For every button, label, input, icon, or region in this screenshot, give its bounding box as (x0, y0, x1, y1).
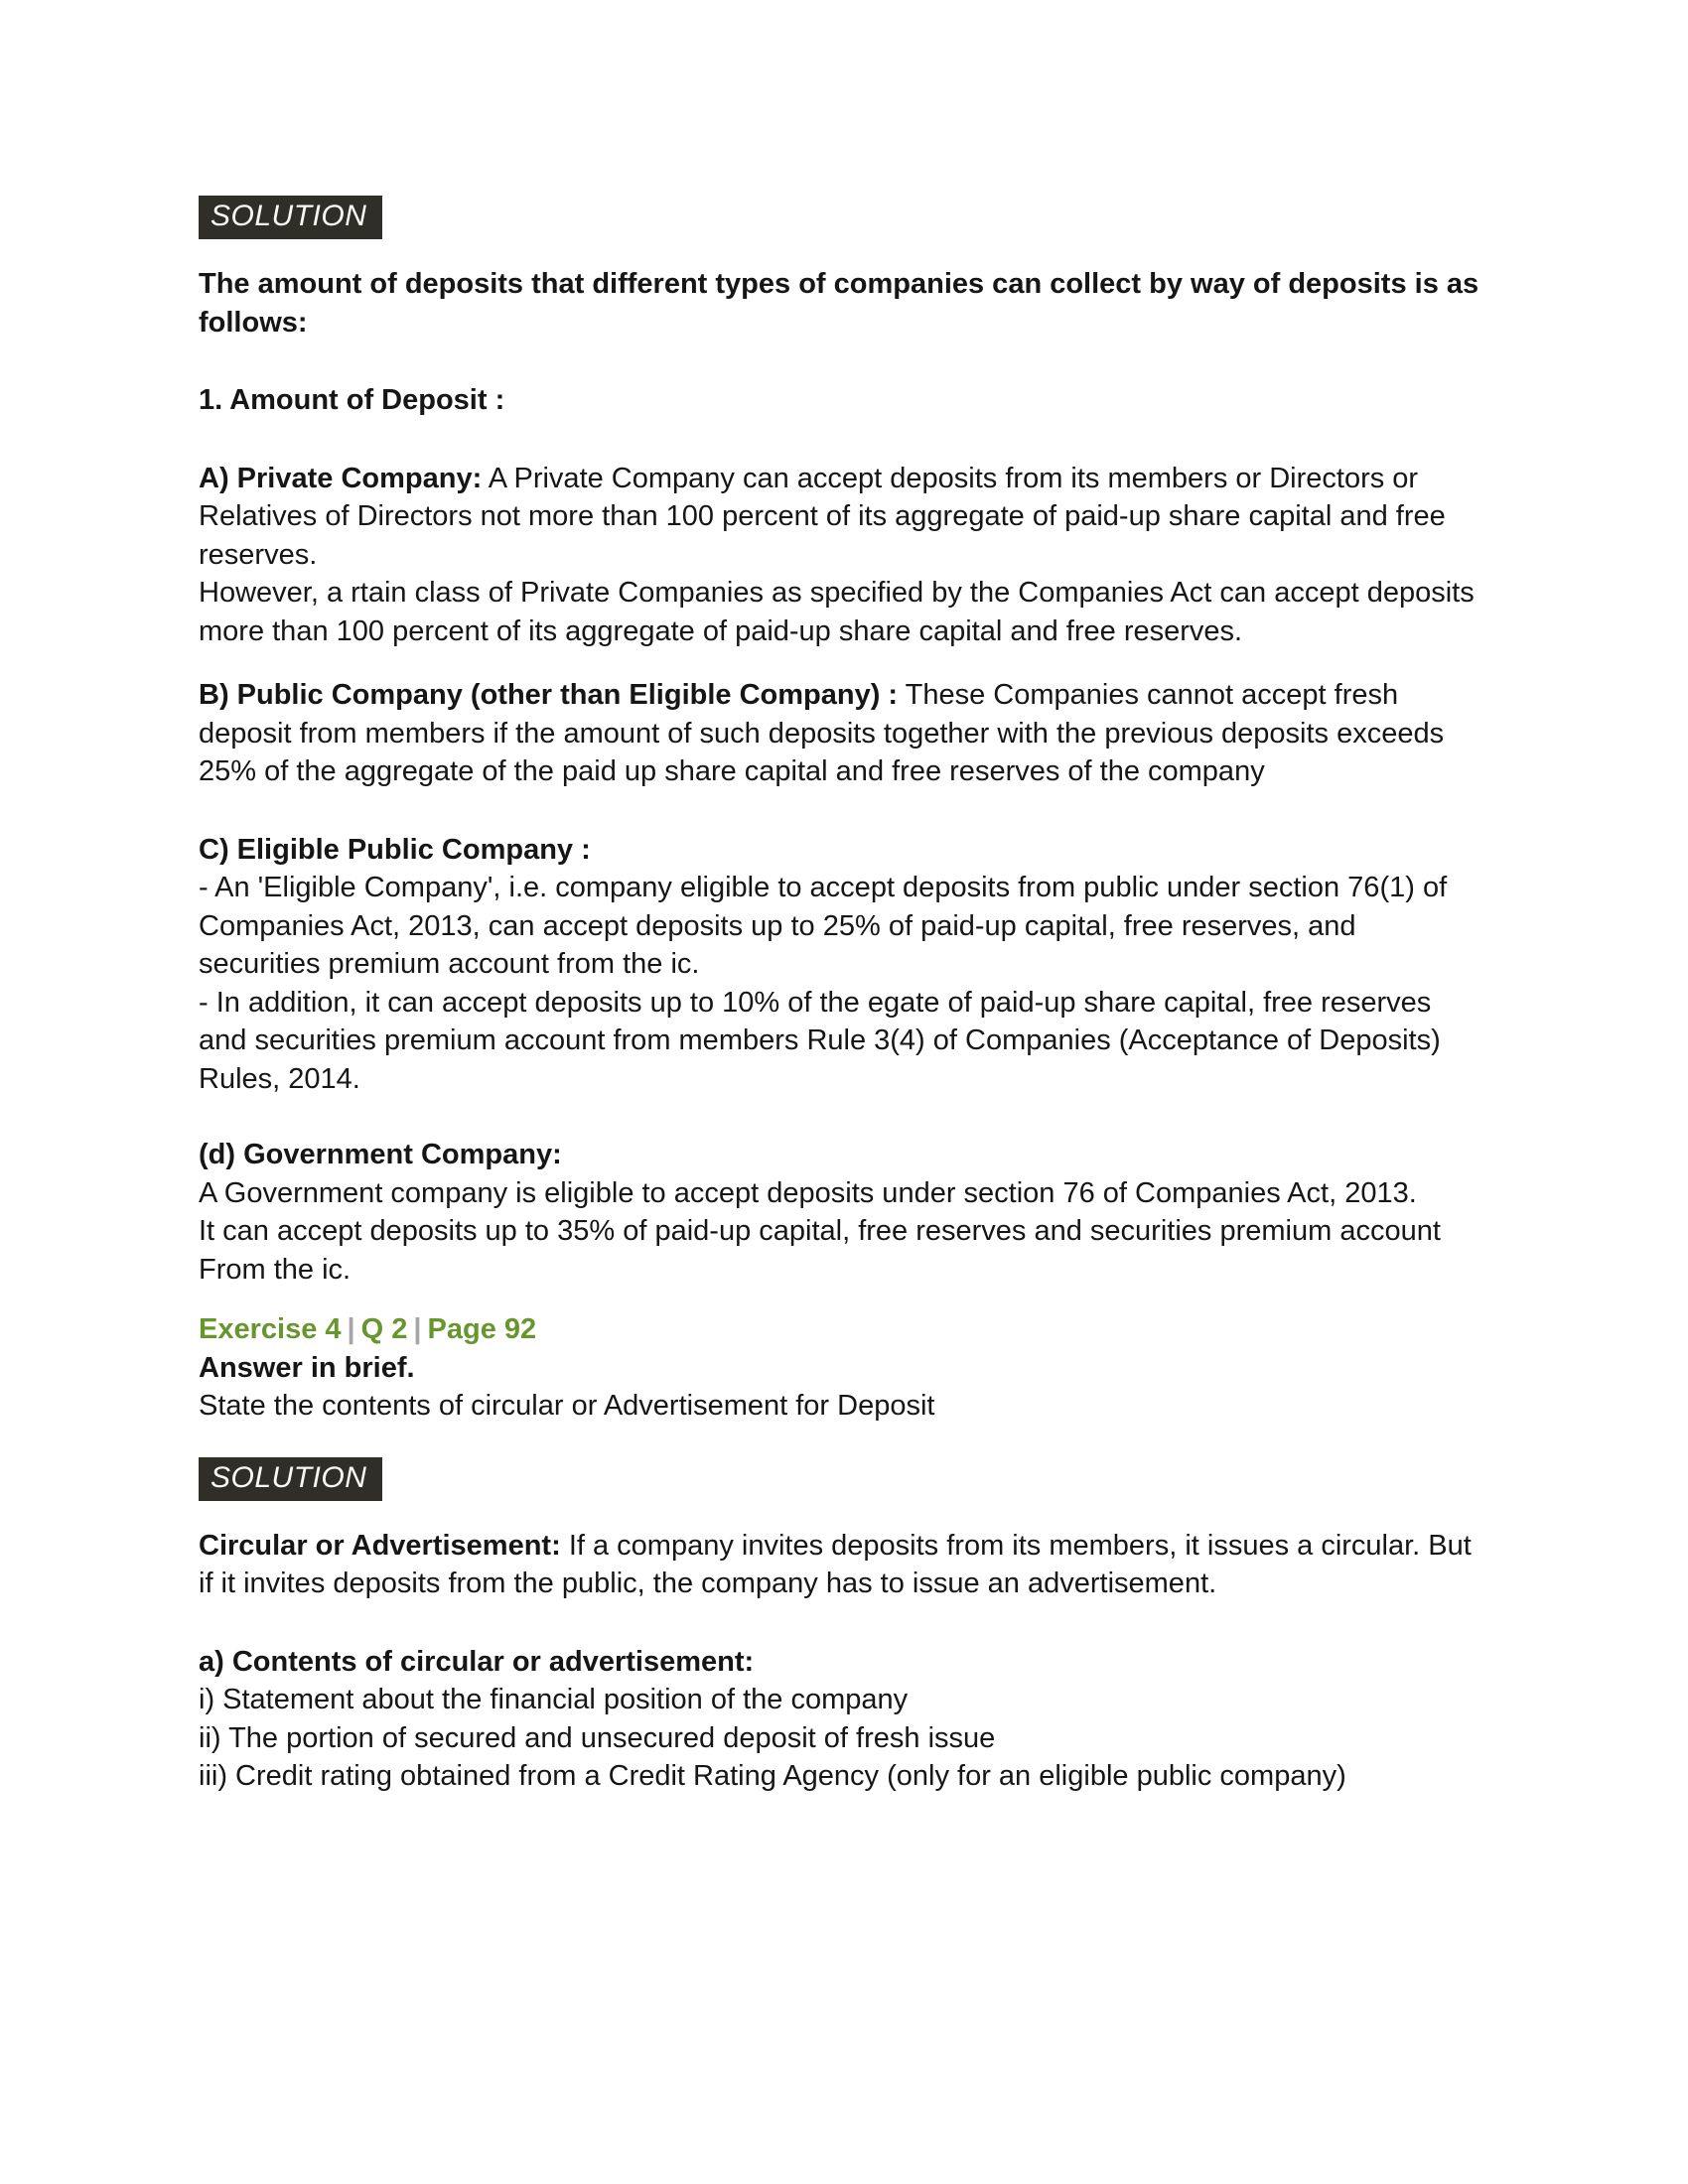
government-company-line2: It can accept deposits up to 35% of paid-up capital, free reserves and securities premium account From the ic. (199, 1215, 1441, 1286)
government-company-line1: A Government company is eligible to accept deposits under section 76 of Companies Act, 2013. (199, 1176, 1417, 1209)
page-content (199, 196, 1484, 1796)
solution-badge-row-1 (199, 196, 1484, 239)
question-number: Q 2 (360, 1313, 408, 1345)
circular-advertisement-section (199, 1527, 1484, 1603)
public-company-lead: B) Public Company (other than Eligible Company) : (199, 679, 899, 711)
public-company-section (199, 676, 1484, 791)
government-company-heading: (d) Government Company: (199, 1139, 562, 1170)
exercise-reference (199, 1310, 1484, 1349)
contents-item-1: i) Statement about the financial position of the company (199, 1684, 909, 1715)
page-number: Page 92 (427, 1313, 537, 1345)
intro-paragraph: The amount of deposits that different types of companies can collect by way of deposits is as follows: (199, 268, 1479, 339)
circular-text: If a company invites deposits from its members, it issues a circular. But if it invites deposits from the public, the company has to issue an advertisement. (199, 1529, 1472, 1599)
contents-heading: a) Contents of circular or advertisement: (199, 1645, 755, 1678)
amount-of-deposit-heading: 1. Amount of Deposit : (199, 384, 505, 416)
private-company-text2: However, a rtain class of Private Companies as specified by the Companies Act can accept deposits more than 100 percent of its aggregate of paid-up share capital and free reserves. (199, 577, 1475, 647)
circular-paragraph (199, 1527, 1484, 1603)
pipe-separator: | (347, 1313, 355, 1345)
eligible-public-company-heading: C) Eligible Public Company : (199, 833, 591, 866)
answer-in-brief-label: Answer in brief. (199, 1351, 415, 1384)
public-company-text: These Companies cannot accept fresh deposit from members if the amount of such deposits together with the previous deposits exceeds 25% of the aggregate of the paid up share capital and free reserves of the company (199, 679, 1445, 787)
contents-item-3: iii) Credit rating obtained from a Credit Rating Agency (only for an eligible public company) (199, 1760, 1346, 1792)
private-company-paragraph (199, 460, 1484, 575)
private-company-lead: A) Private Company: (199, 462, 483, 494)
question-text: State the contents of circular or Advertisement for Deposit (199, 1390, 935, 1422)
circular-lead: Circular or Advertisement: (199, 1529, 561, 1562)
eligible-public-company-section (199, 831, 1484, 1099)
government-company-section (199, 1136, 1484, 1289)
contents-section (199, 1643, 1484, 1796)
pipe-separator: | (413, 1313, 422, 1345)
exercise-number: Exercise 4 (199, 1313, 342, 1345)
solution-badge-row-2 (199, 1457, 1484, 1501)
contents-item-2: ii) The portion of secured and unsecured deposit of fresh issue (199, 1721, 996, 1754)
private-company-text: A Private Company can accept deposits from its members or Directors or Relatives of Directors not more than 100 percent of its aggregate of paid-up share capital and free reserves. (199, 462, 1446, 571)
solution-badge: SOLUTION (199, 1457, 382, 1501)
eligible-public-company-point1: - An 'Eligible Company', i.e. company eligible to accept deposits from public under section 76(1) of Companies Act, 2013, can accept deposits up to 25% of paid-up capital, free reserves, and securities premium account from the ic. (199, 872, 1448, 980)
private-company-section (199, 460, 1484, 651)
solution-badge: SOLUTION (199, 196, 382, 239)
eligible-public-company-point2: - In addition, it can accept deposits up to 10% of the egate of paid-up share capital, free reserves and securities premium account from members Rule 3(4) of Companies (Acceptance of Deposits) Rules, 2014. (199, 986, 1441, 1095)
public-company-paragraph (199, 676, 1484, 791)
